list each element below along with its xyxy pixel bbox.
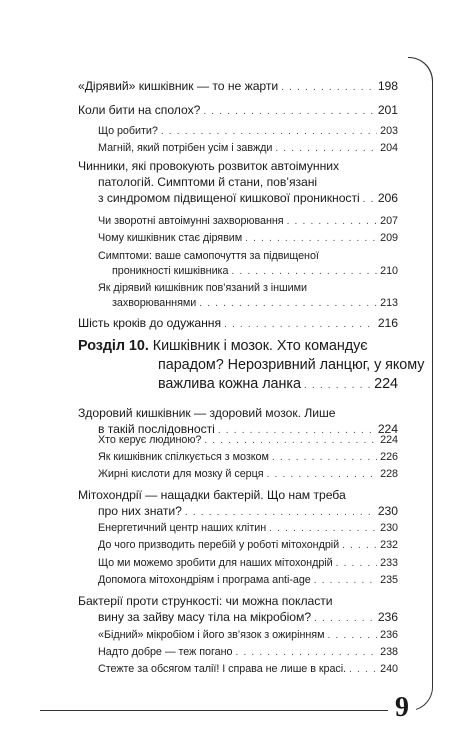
entry-title-line: Допомога мітохондріям і програма anti-age bbox=[98, 574, 311, 586]
entry-title-line: Що робити? bbox=[98, 125, 158, 137]
dot-leader bbox=[235, 646, 377, 661]
entry-title-line: Магній, який потрібен усім і завжди bbox=[98, 142, 273, 154]
dot-leader bbox=[314, 574, 377, 589]
entry-page-number: 207 bbox=[380, 215, 398, 227]
entry-title-line: Коли бити на сполох? bbox=[78, 103, 201, 117]
toc-entry bbox=[78, 315, 398, 333]
entry-page-number: 203 bbox=[380, 125, 398, 137]
dot-leader bbox=[269, 522, 377, 537]
dot-leader bbox=[199, 297, 377, 312]
toc-entry bbox=[98, 141, 398, 157]
dot-leader bbox=[267, 468, 378, 483]
entry-title-line: Стежте за обсягом талії! І справа не лише в красі. bbox=[98, 663, 347, 675]
dot-leader bbox=[314, 611, 375, 627]
entry-title-line: патологій. Симптоми й стани, пов’язані bbox=[98, 175, 318, 189]
dot-leader bbox=[185, 505, 375, 521]
toc-entry bbox=[98, 214, 398, 230]
entry-page-number: 228 bbox=[380, 468, 398, 480]
toc-entry bbox=[98, 249, 398, 279]
toc-entry bbox=[78, 78, 398, 96]
entry-page-number: 224 bbox=[380, 434, 398, 446]
entry-title-line: «Дірявий» кишківник — то не жарти bbox=[78, 79, 279, 93]
entry-title-line: Хто керує людиною? bbox=[98, 434, 202, 446]
entry-page-number: 213 bbox=[380, 296, 398, 309]
toc-entry bbox=[98, 281, 398, 311]
toc-entry bbox=[98, 628, 398, 644]
entry-page-number: 236 bbox=[377, 610, 398, 624]
entry-title-line: «Бідний» мікробіом і його зв’язок з ожирінням bbox=[98, 629, 325, 641]
dot-leader bbox=[224, 317, 375, 333]
entry-page-number: 236 bbox=[380, 629, 398, 641]
chapter-heading bbox=[78, 337, 425, 395]
toc-entry bbox=[98, 467, 398, 483]
entry-title-line: Чинники, які провокують розвиток автоімунних bbox=[78, 159, 340, 173]
entry-title-line: Здоровий кишківник — здоровий мозок. Лише bbox=[78, 406, 336, 420]
entry-title-line: захворюваннями bbox=[112, 296, 197, 309]
entry-page-number: 210 bbox=[380, 264, 398, 277]
dot-leader bbox=[363, 192, 375, 208]
entry-title-line: Надто добре — теж погано bbox=[98, 646, 233, 658]
toc-entry bbox=[98, 450, 398, 466]
dot-leader bbox=[349, 663, 377, 678]
entry-title-line: Що ми можемо зробити для наших мітохондрій bbox=[98, 557, 333, 569]
dot-leader bbox=[281, 80, 375, 96]
entry-title-line: важлива кожна ланка bbox=[158, 376, 301, 392]
toc-entry bbox=[78, 102, 398, 120]
toc-entry bbox=[78, 158, 398, 208]
page-number: 9 bbox=[388, 694, 416, 722]
dot-leader bbox=[245, 232, 377, 247]
dot-leader bbox=[231, 265, 377, 280]
entry-page-number: 226 bbox=[380, 451, 398, 463]
entry-title-line: Симптоми: ваше самопочуття за підвищеної bbox=[98, 250, 319, 262]
entry-title-line: проникності кишківника bbox=[112, 264, 229, 277]
entry-title-line: парадом? Нерозривний ланцюг, у якому bbox=[158, 357, 425, 373]
toc-entry bbox=[98, 521, 398, 537]
dot-leader bbox=[275, 142, 377, 157]
entry-page-number: 238 bbox=[380, 646, 398, 658]
entry-page-number: 204 bbox=[380, 142, 398, 154]
entry-page-number: 230 bbox=[380, 522, 398, 534]
toc-entry bbox=[98, 433, 398, 449]
entry-title-line: Як дірявий кишківник пов’язаний з іншими bbox=[98, 282, 308, 294]
entry-page-number: 216 bbox=[377, 316, 398, 330]
toc-entry bbox=[98, 556, 398, 572]
entry-page-number: 233 bbox=[380, 557, 398, 569]
entry-title-line: Шість кроків до одужання bbox=[78, 316, 221, 330]
dot-leader bbox=[161, 125, 377, 140]
entry-title-line: вину за зайву масу тіла на мікробіом? bbox=[98, 610, 312, 624]
dot-leader bbox=[272, 451, 377, 466]
entry-title-line: з синдромом підвищеної кишкової проникності bbox=[98, 191, 360, 205]
chapter-label: Розділ 10. bbox=[78, 338, 149, 354]
toc-entry bbox=[78, 487, 398, 521]
entry-page-number: 209 bbox=[380, 232, 398, 244]
entry-title-line: про них знати? bbox=[98, 504, 182, 518]
entry-title-line: Чи зворотні автоімунні захворювання bbox=[98, 215, 284, 227]
dot-leader bbox=[304, 376, 371, 395]
entry-title-line: Як кишківник спілкується з мозком bbox=[98, 451, 269, 463]
entry-page-number: 201 bbox=[377, 103, 398, 117]
toc-entry bbox=[98, 231, 398, 247]
dot-leader bbox=[336, 557, 378, 572]
toc-entry bbox=[98, 538, 398, 554]
toc-entry bbox=[98, 124, 398, 140]
dot-leader bbox=[327, 629, 377, 644]
entry-title-line: Енергетичний центр наших клітин bbox=[98, 522, 267, 534]
entry-page-number: 232 bbox=[380, 539, 398, 551]
entry-title-line: Кишківник і мозок. Хто командує bbox=[152, 338, 368, 354]
dot-leader bbox=[204, 434, 377, 449]
dot-leader bbox=[342, 539, 377, 554]
entry-page-number: 235 bbox=[380, 574, 398, 586]
entry-title-line: Чому кишківник стає дірявим bbox=[98, 232, 243, 244]
entry-page-number: 224 bbox=[374, 376, 398, 392]
entry-page-number: 230 bbox=[377, 504, 398, 518]
entry-page-number: 206 bbox=[377, 191, 398, 205]
entry-title-line: Мітохондрії — нащадки бактерій. Що нам треба bbox=[78, 488, 346, 502]
dot-leader bbox=[203, 104, 374, 120]
entry-title-line: До чого призводить перебій у роботі мітохондрій bbox=[98, 539, 340, 551]
entry-page-number: 224 bbox=[377, 422, 398, 436]
toc-entry bbox=[98, 645, 398, 661]
entry-title-line: Жирні кислоти для мозку й серця bbox=[98, 468, 264, 480]
entry-page-number: 240 bbox=[380, 663, 398, 675]
entry-page-number: 198 bbox=[377, 79, 398, 93]
dot-leader bbox=[287, 215, 378, 230]
entry-title-line: в такій послідовності bbox=[98, 422, 215, 436]
toc-entry bbox=[98, 662, 398, 678]
entry-title-line: Бактерії проти стрункості: чи можна покласти bbox=[78, 594, 333, 608]
toc-entry bbox=[78, 593, 398, 627]
toc-entry bbox=[98, 573, 398, 589]
